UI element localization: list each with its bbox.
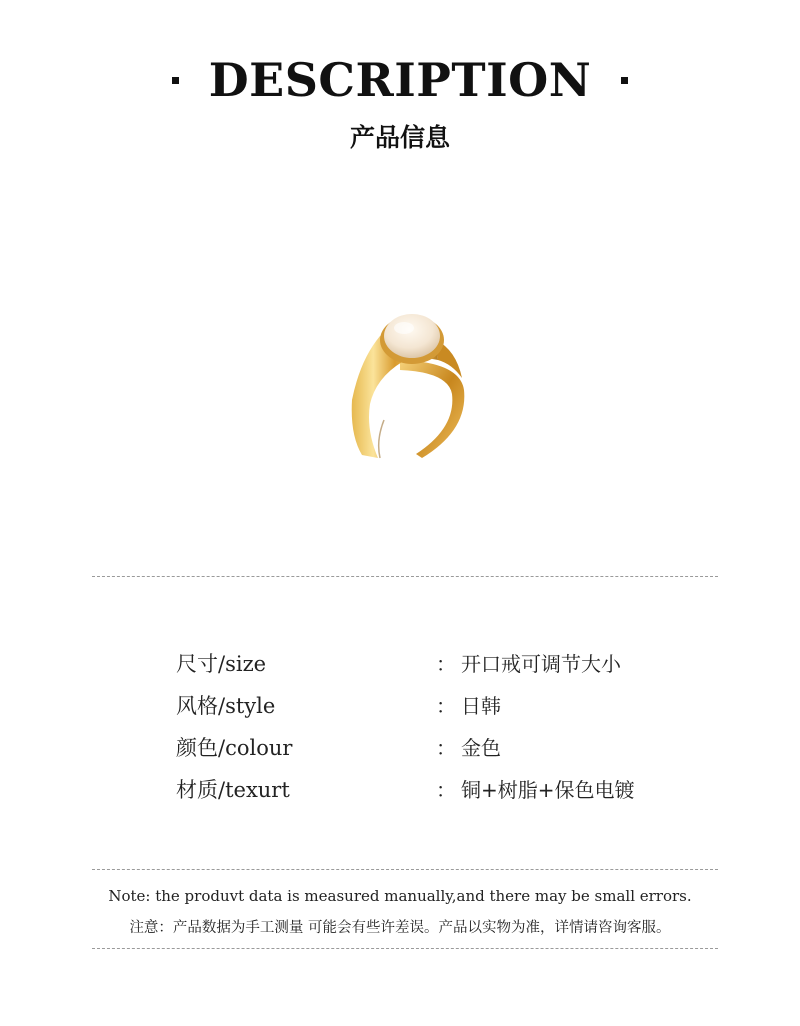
spec-value: 铜+树脂+保色电镀 [461,778,635,802]
divider-note-bottom [92,948,718,949]
spec-row-style [0,690,800,720]
note-chinese: 注意：产品数据为手工测量 可能会有些许差误。产品以实物为准，详情请咨询客服。 [129,920,671,936]
right-dot-icon [621,77,628,84]
page-subtitle: 产品信息 [349,123,450,152]
spec-value: 金色 [461,736,501,760]
spec-colon: ： [436,736,456,760]
spec-colon: ： [436,652,456,676]
page-title [0,52,800,108]
spec-row-colour [0,732,800,762]
spec-value: 日韩 [461,694,501,718]
divider-note-top [92,869,718,870]
divider-top [92,576,718,577]
spec-colon: ： [436,778,456,802]
left-dot-icon [172,77,179,84]
spec-label: 颜色/colour [176,736,293,760]
title-text: DESCRIPTION [208,53,592,107]
spec-row-size [0,648,800,678]
spec-label: 尺寸/size [176,652,267,676]
spec-colon: ： [436,694,456,718]
gold-ring-with-white-stone-icon [340,300,475,465]
spec-row-material [0,774,800,804]
spec-value: 开口戒可调节大小 [461,652,621,676]
spec-label: 风格/style [176,694,276,718]
spec-label: 材质/texurt [176,778,290,802]
note-english: Note: the produvt data is measured manually,and there may be small errors. [108,887,692,905]
